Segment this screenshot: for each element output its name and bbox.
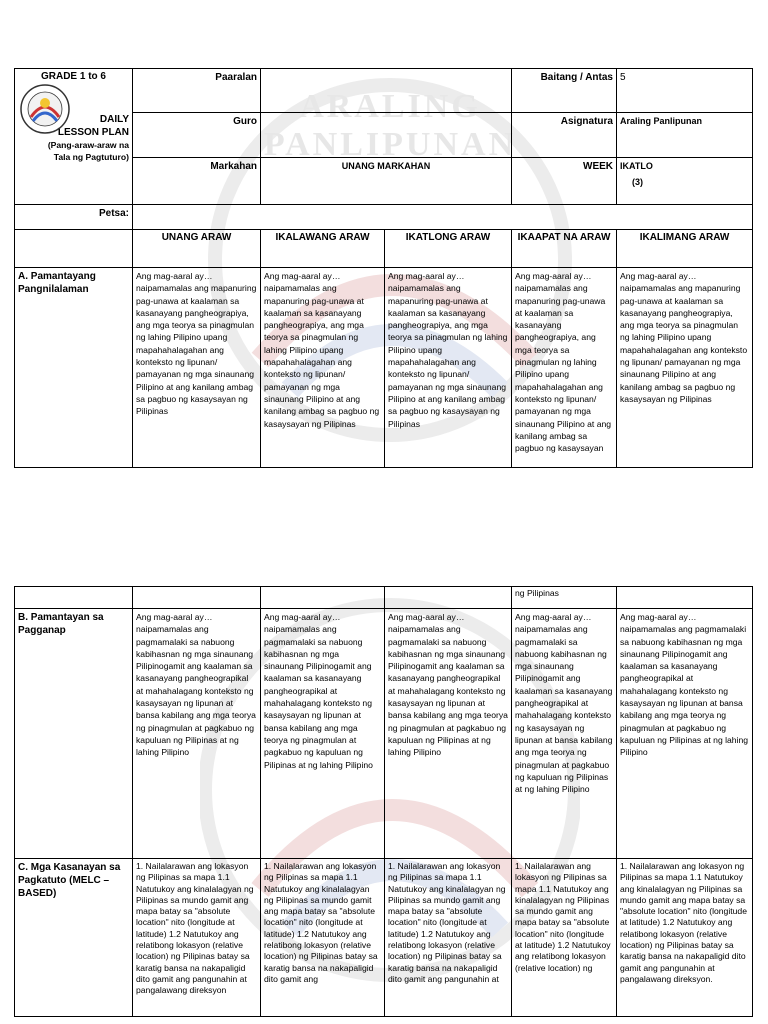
section-a-day-1: Ang mag-aaral ay… naipamamalas ang mapanuring pag-unawa at kaalaman sa kasanayang pangheograpiya, ang mga teorya sa pinagmulan ng lahing Pilipino upang mapahahalagahan ang konteksto ng lipunan/ pamayanan ng mga sinaunang Pilipino at ang kanilang ambag sa pagbuo ng kasaysayan ng Pilipinas [133, 268, 261, 468]
paaralan-label: Paaralan [133, 69, 261, 113]
section-c-day-1: 1. Nailalarawan ang lokasyon ng Pilipinas sa mapa 1.1 Natutukoy ang kinalalagyan ng Pilipinas sa mundo gamit ang mapa batay sa "absolute location" nito (longitude at latitude) 1.2 Natutukoy ang relatibong lokasyon (relative location) ng Pilipinas batay sa karatig bansa na nakapaligid dito gamit ang pangunahin at pangalawang direksyon [133, 859, 261, 1017]
section-c-day-2: 1. Nailalarawan ang lokasyon ng Pilipinas sa mapa 1.1 Natutukoy ang kinalalagyan ng Pilipinas sa mundo gamit ang mapa batay sa "absolute location" nito (longitude at latitude) 1.2 Natutukoy ang relatibong lokasyon (relative location) ng Pilipinas batay sa karatig bansa na nakapaligid dito gamit ang [261, 859, 385, 1017]
cont-blank-1 [15, 587, 133, 609]
dlp-title-1: DAILY [99, 114, 129, 126]
guro-value [261, 113, 512, 158]
cont-day-4: ng Pilipinas [512, 587, 617, 609]
week-number: (3) [632, 177, 643, 188]
day-header-2: IKALAWANG ARAW [261, 230, 385, 268]
petsa-label: Petsa: [15, 205, 133, 230]
cont-blank-4 [385, 587, 512, 609]
dlp-subtitle-1: (Pang-araw-araw na [47, 140, 129, 151]
week-label: WEEK [512, 158, 617, 205]
baitang-value: 5 [617, 69, 753, 113]
section-a-day-3: Ang mag-aaral ay… naipamamalas ang mapanuring pag-unawa at kaalaman sa kasanayang pangheograpiya, ang mga teorya sa pinagmulan ng lahing Pilipino upang mapahahalagahan ang konteksto ng lipunan/ pamayanan ng mga sinaunang Pilipino at ang kanilang ambag sa pagbuo ng kasaysayan ng Pilipinas [385, 268, 512, 468]
cont-blank-5 [617, 587, 753, 609]
week-value: IKATLO [620, 161, 653, 171]
deped-logo-icon [19, 83, 71, 135]
day-header-1: UNANG ARAW [133, 230, 261, 268]
cont-blank-2 [133, 587, 261, 609]
baitang-label: Baitang / Antas [512, 69, 617, 113]
paaralan-value [261, 69, 512, 113]
grade-label: GRADE 1 to 6 [40, 71, 106, 82]
section-b-day-3: Ang mag-aaral ay… naipamamalas ang pagmamalaki sa nabuong kabihasnan ng mga sinaunang Pilipinogamit ang kaalaman sa kasanayang pangheograpikal at mahahalagang konteksto ng kasaysayan ng lipunan at bansa kabilang ang mga teorya ng pinagmulan at pagkabuo ng kapuluan ng Pilipinas at ng lahing Pilipino [385, 609, 512, 859]
guro-label: Guro [133, 113, 261, 158]
section-a-day-5: Ang mag-aaral ay… naipamamalas ang mapanuring pag-unawa at kaalaman sa kasanayang pangheograpiya, ang mga teorya sa pinagmulan ng lahing Pilipino upang mapahahalagahan ang konteksto ng lipunan/ pamayanan ng mga sinaunang Pilipino at ang kanilang ambag sa pagbuo ng kasaysayan ng Pilipinas [617, 268, 753, 468]
dlp-subtitle-2: Tala ng Pagtuturo) [53, 152, 129, 163]
watermark-text: ARALING PANLIPUNAN [263, 88, 517, 163]
section-b-day-4: Ang mag-aaral ay… naipamamalas ang pagmamalaki sa nabuong kabihasnan ng mga sinaunang Pilipinogamit ang kaalaman sa kasanayang pangheograpikal at mahahalagang konteksto ng kasaysayan ng lipunan at bansa kabilang ang mga teorya ng pinagmulan at pagkabuo ng kapuluan ng Pilipinas at ng lahing Pilipino [512, 609, 617, 859]
section-b-day-5: Ang mag-aaral ay… naipamamalas ang pagmamalaki sa nabuong kabihasnan ng mga sinaunang Pilipinogamit ang kaalaman sa kasanayang pangheograpikal at mahahalagang konteksto ng kasaysayan ng lipunan at bansa kabilang ang mga teorya ng pinagmulan at pagkabuo ng kapuluan ng Pilipinas at ng lahing Pilipino [617, 609, 753, 859]
section-b-day-1: Ang mag-aaral ay… naipamamalas ang pagmamalaki sa nabuong kabihasnan ng mga sinaunang Pilipinogamit ang kaalaman sa kasanayang pangheograpikal at mahahalagang konteksto ng kasaysayan ng lipunan at bansa kabilang ang mga teorya ng pinagmulan at pagkabuo ng kapuluan ng Pilipinas at ng lahing Pilipino [133, 609, 261, 859]
day-header-5: IKALIMANG ARAW [617, 230, 753, 268]
day-header-3: IKATLONG ARAW [385, 230, 512, 268]
asignatura-value: Araling Panlipunan [617, 113, 753, 158]
section-c-day-5: 1. Nailalarawan ang lokasyon ng Pilipinas sa mapa 1.1 Natutukoy ang kinalalagyan ng Pilipinas sa mundo gamit ang mapa batay sa "absolute location" nito (longitude at latitude) 1.2 Natutukoy ang relatibong lokasyon (relative location) ng Pilipinas batay sa karatig bansa na nakapaligid dito gamit ang pangunahin at pangalawang direksyon. [617, 859, 753, 1017]
section-b-label: B. Pamantayan sa Pagganap [15, 609, 133, 859]
section-a-day-4: Ang mag-aaral ay… naipamamalas ang mapanuring pag-unawa at kaalaman sa kasanayang pangheograpiya, ang mga teorya sa pinagmulan ng lahing Pilipino upang mapahahalagahan ang konteksto ng lipunan/ pamayanan ng mga sinaunang Pilipino at ang kanilang ambag sa pagbuo ng kasaysayan [512, 268, 617, 468]
day-header-blank [15, 230, 133, 268]
cont-blank-3 [261, 587, 385, 609]
markahan-label: Markahan [133, 158, 261, 205]
section-c-day-4: 1. Nailalarawan ang lokasyon ng Pilipinas sa mapa 1.1 Natutukoy ang kinalalagyan ng Pilipinas sa mundo gamit ang mapa batay sa "absolute location" nito (longitude at latitude) 1.2 Natutukoy ang relatibong lokasyon (relative location) ng [512, 859, 617, 1017]
dlp-header-cell [15, 69, 133, 205]
lesson-plan-table-bottom [14, 586, 753, 1017]
markahan-value: UNANG MARKAHAN [261, 158, 512, 205]
petsa-value [133, 205, 753, 230]
day-header-4: IKAAPAT NA ARAW [512, 230, 617, 268]
section-a-label: A. Pamantayang Pangnilalaman [15, 268, 133, 468]
section-a-day-2: Ang mag-aaral ay… naipamamalas ang mapanuring pag-unawa at kaalaman sa kasanayang pangheograpiya, ang mga teorya sa pinagmulan ng lahing Pilipino upang mapahahalagahan ang konteksto ng lipunan/ pamayanan ng mga sinaunang Pilipino at ang kanilang ambag sa pagbuo ng kasaysayan ng Pilipinas [261, 268, 385, 468]
section-c-label: C. Mga Kasanayan sa Pagkatuto (MELC – BASED) [15, 859, 133, 1017]
dlp-title-2: LESSON PLAN [57, 127, 129, 139]
section-c-day-3: 1. Nailalarawan ang lokasyon ng Pilipinas sa mapa 1.1 Natutukoy ang kinalalagyan ng Pilipinas sa mundo gamit ang mapa batay sa "absolute location" nito (longitude at latitude) 1.2 Natutukoy ang relatibong lokasyon (relative location) ng Pilipinas batay sa karatig bansa na nakapaligid dito gamit ang pangunahin at [385, 859, 512, 1017]
week-cell [617, 158, 753, 205]
lesson-plan-table-top [14, 68, 753, 468]
section-b-day-2: Ang mag-aaral ay… naipamamalas ang pagmamalaki sa nabuong kabihasnan ng mga sinaunang Pilipinogamit ang kaalaman sa kasanayang pangheograpikal at mahahalagang konteksto ng kasaysayan ng lipunan at bansa kabilang ang mga teorya ng pinagmulan at pagkabuo ng kapuluan ng Pilipinas at ng lahing Pilipino [261, 609, 385, 859]
asignatura-label: Asignatura [512, 113, 617, 158]
